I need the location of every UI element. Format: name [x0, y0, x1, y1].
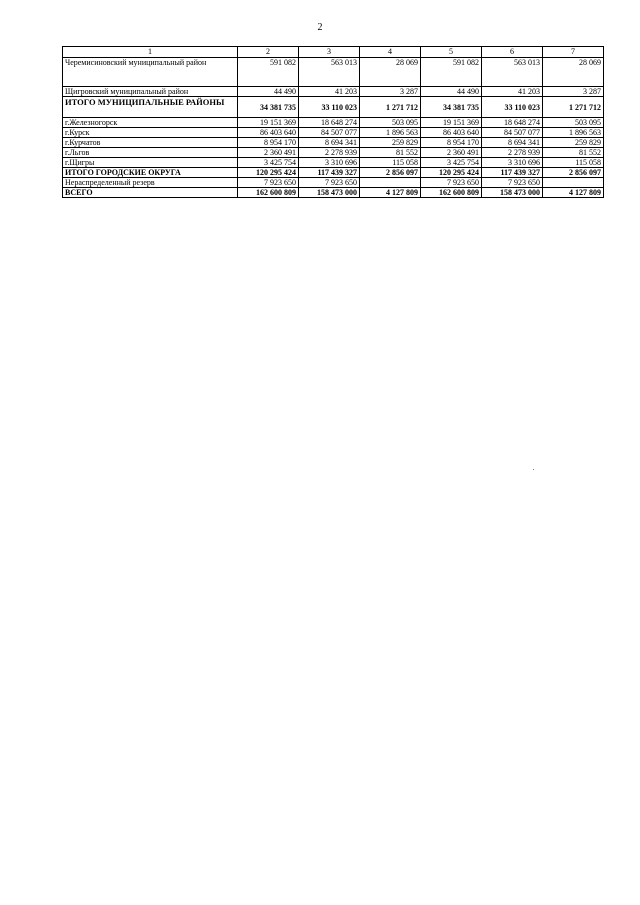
table-row — [63, 128, 604, 138]
cell-value: 120 295 424 — [421, 168, 482, 178]
page-number: 2 — [317, 22, 323, 33]
cell-value — [543, 178, 604, 188]
row-name: Щигровский муниципальный район — [63, 87, 238, 97]
cell-value: 34 381 735 — [421, 97, 482, 118]
cell-value: 120 295 424 — [238, 168, 299, 178]
cell-value: 1 271 712 — [543, 97, 604, 118]
cell-value: 591 082 — [238, 58, 299, 87]
cell-value: 1 896 563 — [360, 128, 421, 138]
col-header-3: 3 — [299, 47, 360, 58]
col-header-2: 2 — [238, 47, 299, 58]
cell-value: 3 287 — [543, 87, 604, 97]
cell-value: 3 310 696 — [299, 158, 360, 168]
cell-value: 2 856 097 — [543, 168, 604, 178]
table-row-grand-total — [63, 188, 604, 198]
cell-value: 7 923 650 — [238, 178, 299, 188]
budget-table — [62, 46, 604, 198]
cell-value: 8 694 341 — [299, 138, 360, 148]
cell-value: 4 127 809 — [543, 188, 604, 198]
cell-value: 259 829 — [360, 138, 421, 148]
table-row — [63, 58, 604, 87]
row-name: ВСЕГО — [63, 188, 238, 198]
cell-value: 117 439 327 — [482, 168, 543, 178]
cell-value: 44 490 — [238, 87, 299, 97]
cell-value: 4 127 809 — [360, 188, 421, 198]
cell-value: 33 110 023 — [299, 97, 360, 118]
cell-value: 8 954 170 — [238, 138, 299, 148]
table-row-total — [63, 97, 604, 118]
cell-value: 33 110 023 — [482, 97, 543, 118]
cell-value: 2 278 939 — [299, 148, 360, 158]
table-row — [63, 158, 604, 168]
row-name: г.Железногорск — [63, 118, 238, 128]
cell-value: 84 507 077 — [482, 128, 543, 138]
cell-value: 591 082 — [421, 58, 482, 87]
cell-value: 3 310 696 — [482, 158, 543, 168]
cell-value: 19 151 369 — [238, 118, 299, 128]
cell-value: 3 425 754 — [421, 158, 482, 168]
cell-value: 81 552 — [360, 148, 421, 158]
cell-value: 18 648 274 — [482, 118, 543, 128]
cell-value: 1 896 563 — [543, 128, 604, 138]
cell-value: 86 403 640 — [421, 128, 482, 138]
cell-value: 2 278 939 — [482, 148, 543, 158]
cell-value: 2 360 491 — [421, 148, 482, 158]
table-row — [63, 118, 604, 128]
header-row — [63, 47, 604, 58]
cell-value: 34 381 735 — [238, 97, 299, 118]
cell-value: 117 439 327 — [299, 168, 360, 178]
col-header-4: 4 — [360, 47, 421, 58]
cell-value: 8 954 170 — [421, 138, 482, 148]
cell-value: 115 058 — [543, 158, 604, 168]
table-row — [63, 148, 604, 158]
cell-value — [360, 178, 421, 188]
row-name: г.Щигры — [63, 158, 238, 168]
cell-value: 84 507 077 — [299, 128, 360, 138]
cell-value: 158 473 000 — [299, 188, 360, 198]
cell-value: 503 095 — [543, 118, 604, 128]
row-name: ИТОГО ГОРОДСКИЕ ОКРУГА — [63, 168, 238, 178]
table-row — [63, 87, 604, 97]
col-header-7: 7 — [543, 47, 604, 58]
cell-value: 162 600 809 — [421, 188, 482, 198]
cell-value: 563 013 — [482, 58, 543, 87]
table-row — [63, 138, 604, 148]
cell-value: 8 694 341 — [482, 138, 543, 148]
cell-value: 41 203 — [482, 87, 543, 97]
cell-value: 28 069 — [543, 58, 604, 87]
cell-value: 28 069 — [360, 58, 421, 87]
row-name: г.Курчатов — [63, 138, 238, 148]
cell-value: 1 271 712 — [360, 97, 421, 118]
cell-value: 2 856 097 — [360, 168, 421, 178]
cell-value: 7 923 650 — [421, 178, 482, 188]
cell-value: 41 203 — [299, 87, 360, 97]
cell-value: 115 058 — [360, 158, 421, 168]
row-name: Нераспределенный резерв — [63, 178, 238, 188]
scan-speck — [533, 469, 534, 470]
cell-value: 86 403 640 — [238, 128, 299, 138]
cell-value: 19 151 369 — [421, 118, 482, 128]
cell-value: 3 287 — [360, 87, 421, 97]
cell-value: 7 923 650 — [482, 178, 543, 188]
cell-value: 158 473 000 — [482, 188, 543, 198]
cell-value: 3 425 754 — [238, 158, 299, 168]
col-header-6: 6 — [482, 47, 543, 58]
cell-value: 7 923 650 — [299, 178, 360, 188]
cell-value: 18 648 274 — [299, 118, 360, 128]
cell-value: 259 829 — [543, 138, 604, 148]
col-header-5: 5 — [421, 47, 482, 58]
row-name: Черемисиновский муниципальный район — [63, 58, 238, 87]
col-header-1: 1 — [63, 47, 238, 58]
cell-value: 162 600 809 — [238, 188, 299, 198]
table-row — [63, 178, 604, 188]
row-name: г.Льгов — [63, 148, 238, 158]
cell-value: 563 013 — [299, 58, 360, 87]
table-row-total — [63, 168, 604, 178]
cell-value: 2 360 491 — [238, 148, 299, 158]
cell-value: 44 490 — [421, 87, 482, 97]
cell-value: 503 095 — [360, 118, 421, 128]
row-name: г.Курск — [63, 128, 238, 138]
row-name: ИТОГО МУНИЦИПАЛЬНЫЕ РАЙОНЫ — [63, 97, 238, 118]
cell-value: 81 552 — [543, 148, 604, 158]
